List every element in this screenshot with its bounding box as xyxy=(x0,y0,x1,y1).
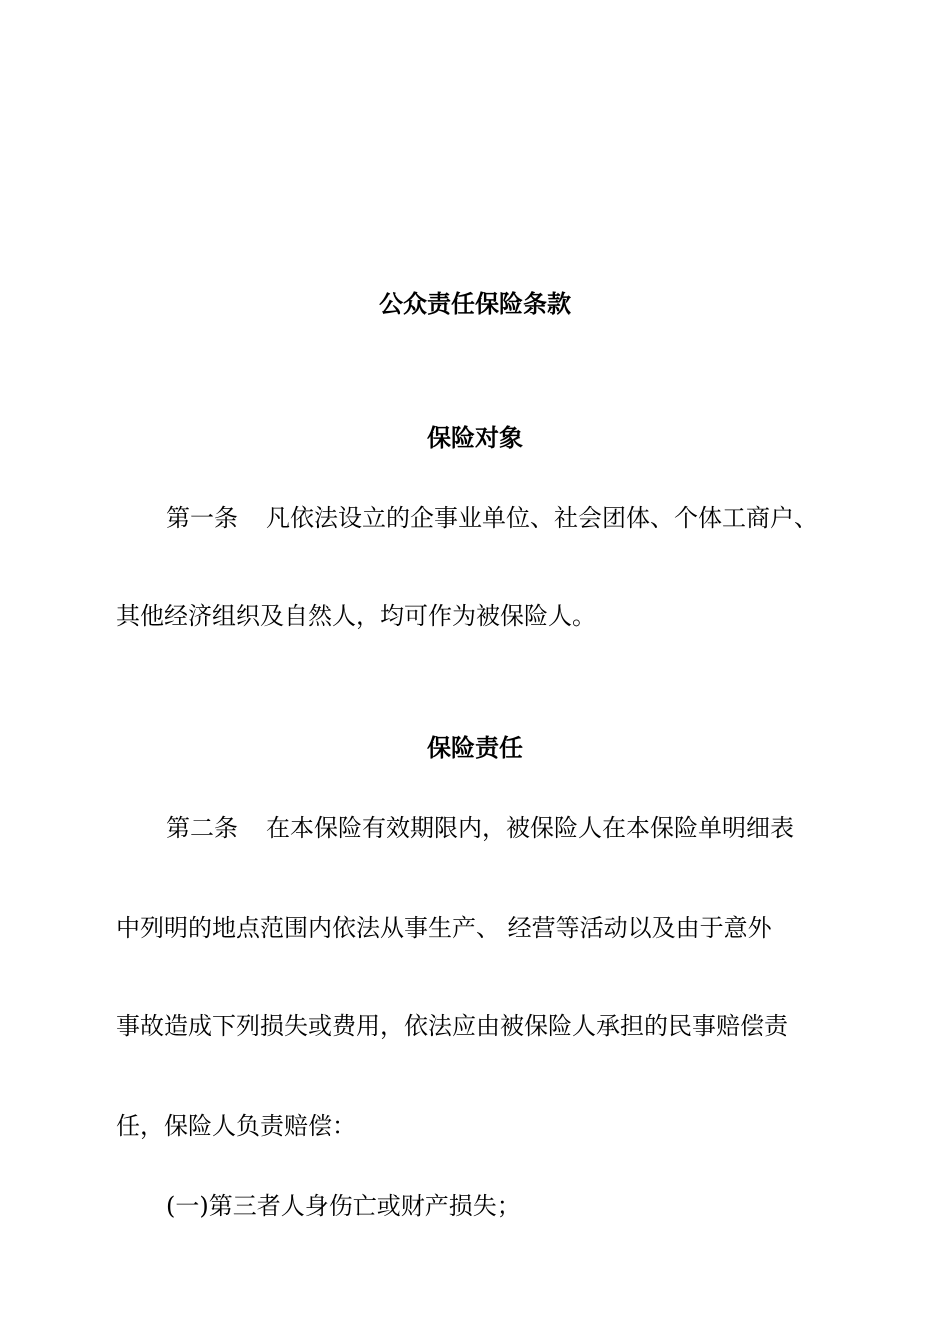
article-2-line-2: 中列明的地点范围内依法从事生产、 经营等活动以及由于意外 xyxy=(116,914,772,942)
document-title: 公众责任保险条款 xyxy=(379,290,571,318)
article-1-text-1: 凡依法设立的企事业单位、社会团体、个体工商户、 xyxy=(266,504,818,532)
article-1-line-1 xyxy=(166,502,818,534)
article-2-line-4: 任，保险人负责赔偿： xyxy=(116,1112,356,1140)
section-heading-insurance-liability: 保险责任 xyxy=(427,734,523,762)
article-2-line-3: 事故造成下列损失或费用，依法应由被保险人承担的民事赔偿责 xyxy=(116,1012,788,1040)
article-2-item-1: (一)第三者人身伤亡或财产损失； xyxy=(166,1192,521,1220)
article-2-line-1 xyxy=(166,812,794,844)
section-heading-insured-object: 保险对象 xyxy=(427,424,523,452)
article-1-label: 第一条 xyxy=(166,504,238,532)
article-2-label: 第二条 xyxy=(166,814,238,842)
article-1-line-2: 其他经济组织及自然人，均可作为被保险人。 xyxy=(116,602,596,630)
article-2-text-1: 在本保险有效期限内，被保险人在本保险单明细表 xyxy=(266,814,794,842)
